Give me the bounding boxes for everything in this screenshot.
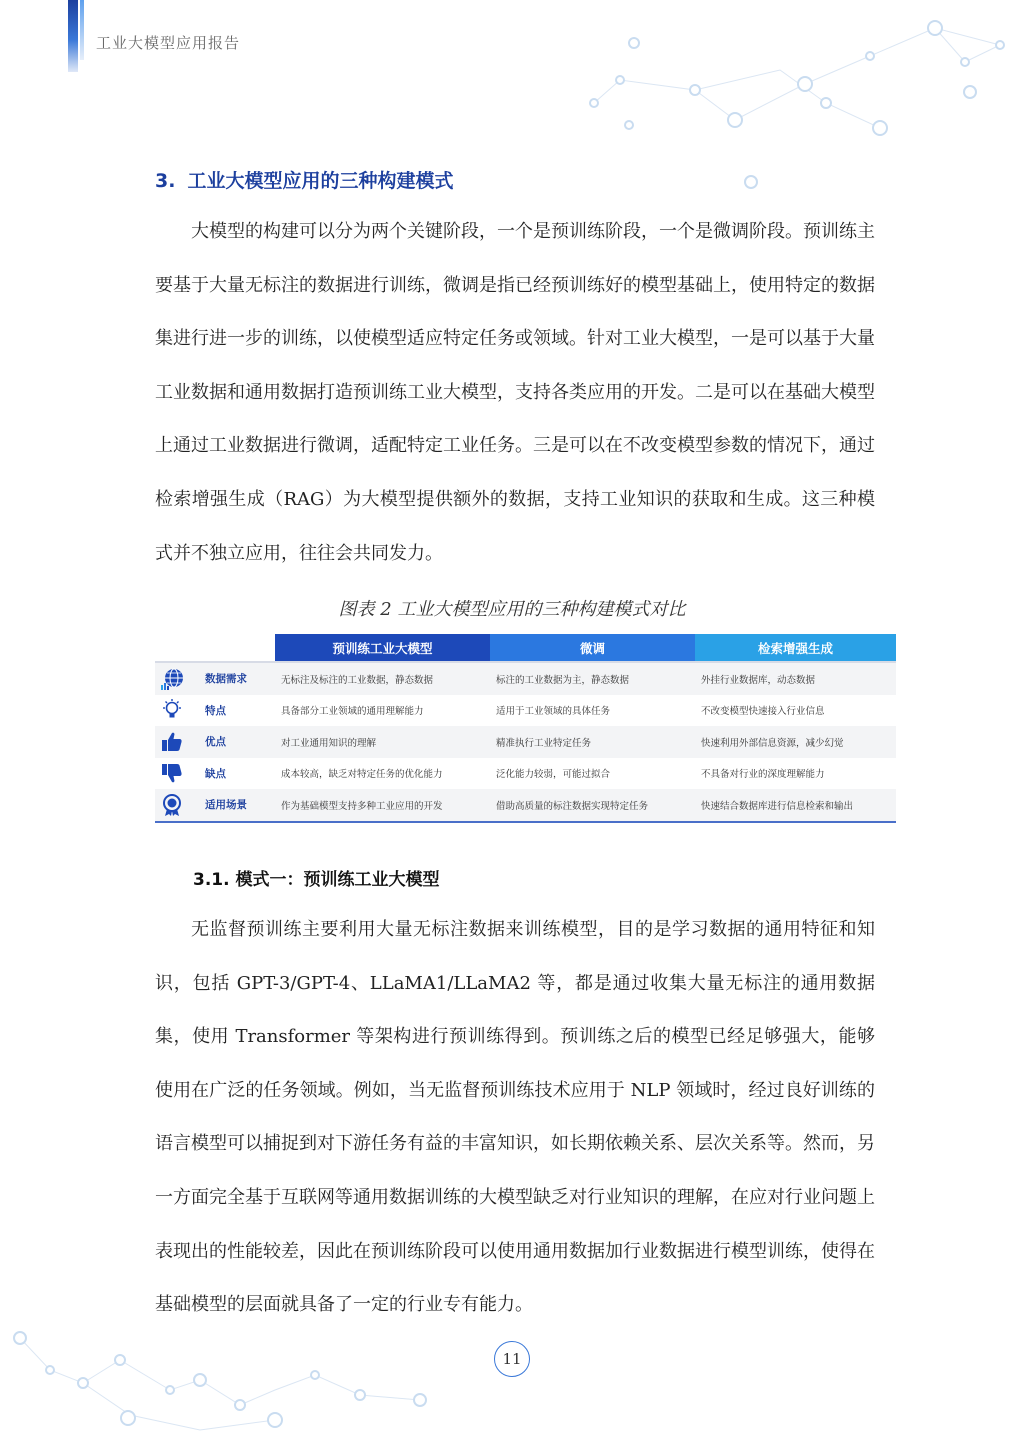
table-cell: 不改变模型快速接入行业信息 — [695, 695, 896, 727]
subsection-paragraph: 无监督预训练主要利用大量无标注数据来训练模型，目的是学习数据的通用特征和知识，包括 GPT-3/GPT-4、LLaMA1/LLaMA2 等，都是通过收集大量无标注的通用数据集，使用 Transformer 等架构进行预训练得到。预训练之后的模型已经足够强大，能够使用在广泛的任务领域。例如，当无监督预训练技术应用于 NLP 领域时，经过良好训练的语言模型可以捕捉到对下游任务有益的丰富知识，如长期依赖关系、层次关系等。然而，另一方面完全基于互联网等通用数据训练的大模型缺乏对行业知识的理解，在应对行业问题上表现出的性能较差，因此在预训练阶段可以使用通用数据加行业数据进行模型训练，使得在基础模型的层面就具备了一定的行业专有能力。 — [155, 919, 875, 1316]
table-cell: 外挂行业数据库，动态数据 — [695, 662, 896, 695]
subsection-heading: 3.1. 模式一：预训练工业大模型 — [193, 870, 440, 890]
table-corner — [155, 634, 275, 662]
header-accent-bar-secondary — [80, 0, 84, 60]
row-label: 缺点 — [205, 767, 226, 780]
table-cell: 适用于工业领域的具体任务 — [490, 695, 695, 727]
thumbs-down-icon — [159, 761, 185, 785]
section-title: 工业大模型应用的三种构建模式 — [187, 170, 454, 192]
table-cell: 泛化能力较弱，可能过拟合 — [490, 758, 695, 790]
row-label: 数据需求 — [205, 673, 247, 686]
badge-icon — [159, 793, 185, 817]
table-row — [155, 662, 896, 695]
table-cell: 无标注及标注的工业数据，静态数据 — [275, 662, 490, 695]
section-paragraph: 大模型的构建可以分为两个关键阶段，一个是预训练阶段，一个是微调阶段。预训练主要基于大量无标注的数据进行训练，微调是指已经预训练好的模型基础上，使用特定的数据集进行进一步的训练，以使模型适应特定任务或领域。针对工业大模型，一是可以基于大量工业数据和通用数据打造预训练工业大模型，支持各类应用的开发。二是可以在基础大模型上通过工业数据进行微调，适配特定工业任务。三是可以在不改变模型参数的情况下，通过检索增强生成（RAG）为大模型提供额外的数据，支持工业知识的获取和生成。这三种模式并不独立应用，往往会共同发力。 — [155, 221, 875, 564]
table-cell: 借助高质量的标注数据实现特定任务 — [490, 789, 695, 822]
table-cell: 不具备对行业的深度理解能力 — [695, 758, 896, 790]
globe-icon — [159, 667, 185, 691]
table-row — [155, 695, 896, 727]
comparison-table — [155, 634, 896, 823]
row-label: 优点 — [205, 736, 226, 749]
table-cell: 精准执行工业特定任务 — [490, 726, 695, 758]
column-header-rag: 检索增强生成 — [695, 634, 896, 662]
table-row — [155, 789, 896, 822]
table-cell: 具备部分工业领域的通用理解能力 — [275, 695, 490, 727]
table-cell: 作为基础模型支持多种工业应用的开发 — [275, 789, 490, 822]
thumbs-up-icon — [159, 730, 185, 754]
section-number: 3. — [155, 170, 176, 192]
table-cell: 对工业通用知识的理解 — [275, 726, 490, 758]
figure-caption: 图表 2 工业大模型应用的三种构建模式对比 — [338, 599, 686, 620]
table-row — [155, 758, 896, 790]
row-label: 适用场景 — [205, 799, 247, 812]
table-cell: 成本较高，缺乏对特定任务的优化能力 — [275, 758, 490, 790]
table-cell: 快速利用外部信息资源，减少幻觉 — [695, 726, 896, 758]
table-row — [155, 726, 896, 758]
report-header-title: 工业大模型应用报告 — [96, 34, 241, 52]
column-header-finetuning: 微调 — [490, 634, 695, 662]
table-cell: 快速结合数据库进行信息检索和输出 — [695, 789, 896, 822]
header-accent-bar — [68, 0, 78, 72]
lightbulb-icon — [159, 698, 185, 722]
table-cell: 标注的工业数据为主，静态数据 — [490, 662, 695, 695]
column-header-pretraining: 预训练工业大模型 — [275, 634, 490, 662]
row-label: 特点 — [205, 704, 226, 717]
section-heading — [155, 166, 453, 193]
page-number: 11 — [494, 1341, 530, 1377]
